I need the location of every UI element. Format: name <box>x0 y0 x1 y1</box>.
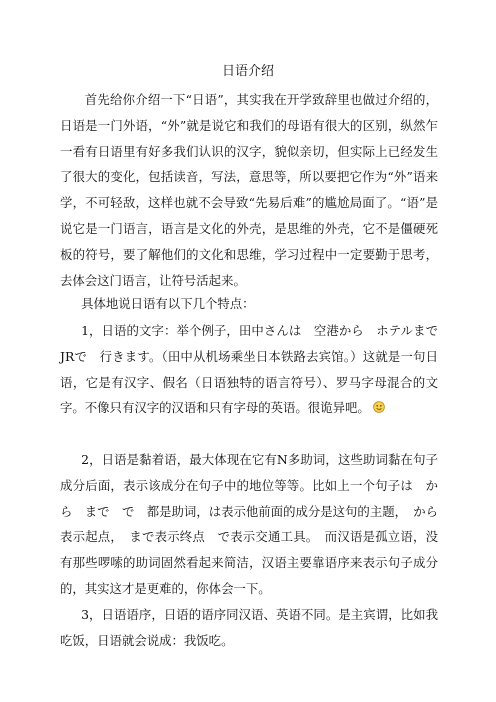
smiley-tongue <box>379 409 381 411</box>
paragraph-point-3: 3，日语语序，日语的语序同汉语、英语不同。是主宾谓，比如我吃饭，日语就会说成：我饭吃。 <box>60 607 438 648</box>
paragraph-features-lead: 具体地说日语有以下几个特点： <box>81 296 255 311</box>
paragraph-intro: 首先给你介绍一下“日语”，其实我在开学致辞里也做过介绍的，日语是一门外语，“外”就是说它和我们的母语有很大的区别，纵然乍一看有日语里有好多我们认识的汉字，貌似亲切，但实际上已经发生了很大的变化，包括读音，写法，意思等，所以要把它作为“外”语来学，不可轻敌，这样也就不会导致“先易后难”的尴尬局面了。“语”是说它是一门语言，语言是文化的外壳，是思维的外壳，它不是僵硬死板的符号，要了解他们的文化和思维，学习过程中一定要勤于思考，去体会这门语言，让符号活起来。 <box>60 92 438 288</box>
smiley-left-eye <box>376 405 378 407</box>
smiley-face-icon <box>373 401 385 413</box>
point-1-text: 1，日语的文字：举个例子，田中さんは 空港から ホテルまで JRで 行きます。（田中从机场乘坐日本铁路去宾馆。）这就是一句日语，它是有汉字、假名（日语独特的语言符号）、罗马字母混合的文字。不像只有汉字的汉语和只有字母的英语。很诡异吧。 <box>60 323 451 416</box>
document-title: 日语介绍 <box>221 64 274 79</box>
paragraph-point-1 <box>60 318 451 421</box>
smiley-right-eye <box>380 405 382 407</box>
paragraph-point-2: 2，日语是黏着语，最大体现在它有N多助词，这些助词黏在句子成分后面，表示该成分在句子中的地位等等。比如上一个句子は から まで で 都是助词，は表示他前面的成分是这句的主题， から表示起点， まで表示终点 で表示交通工具。 而汉语是孤立语，没有那些啰嗦的助词固然看起来简洁，汉语主要靠语序来表示句子成分的，其实这才是更难的，你体会一下。 <box>60 452 438 596</box>
smiley-face <box>373 402 384 413</box>
